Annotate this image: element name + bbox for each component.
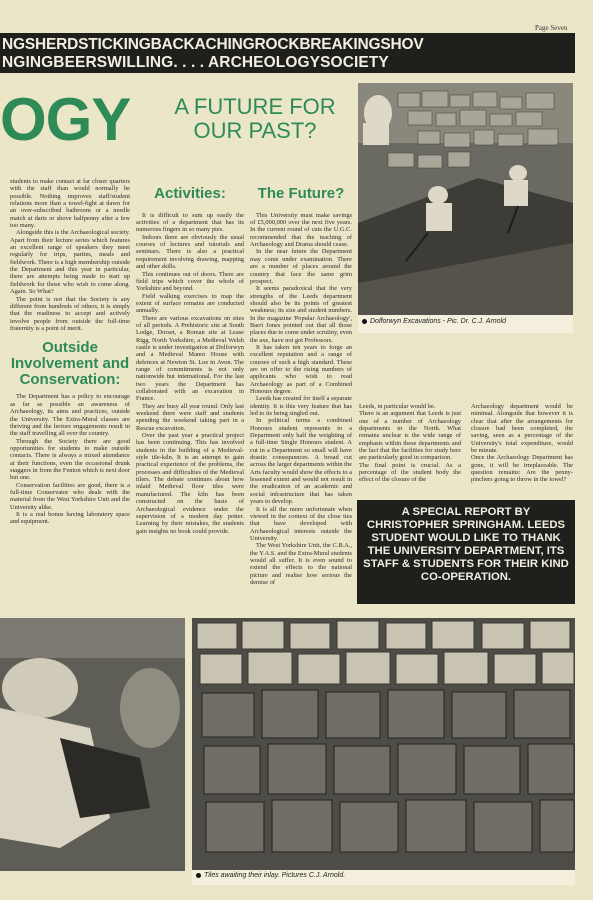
future-column (250, 212, 352, 587)
future-paragraph: It is all the more unfortunate when viewed in the context of the close ties that have developed with Archaeological interests outside the University. (250, 505, 352, 542)
page-number: Page Seven (535, 24, 568, 32)
tiles-caption-text: Tiles awaiting their inlay. Pictures C.J. Arnold. (204, 872, 346, 879)
excavation-caption-text: Dolforwyn Excavations - Pic. Dr. C.J. Arnold (370, 318, 507, 325)
activities-paragraph: They are busy all year round. Only last weekend there were staff and students spending the weekend taking part in a Rescue excavation. (136, 402, 244, 432)
column-four: Leeds, in particular would be. There is an argument that Leeds is just one of a number of Archaeology departments in the North. What remains unclear is the wide range of emphasis within these departments and the fact that the facilities for study here are particularly good in comparison. The final point is crucial. As a percentage of the student body the effect of the closure of the (359, 403, 461, 484)
left-paragraph: The Department has a policy to encourage as far as possible an awareness of Archaeology, its aims and practices, outside the University. The Extra-Mural classes are thriving and the lecture engagements result in the staff travelling all over the country. (10, 393, 130, 438)
activities-paragraph: Indoors there are obviously the usual courses of lectures and tutorials and seminars. There is also a practical requirement involving drawing, mapping and other skills. (136, 233, 244, 271)
kiln-work-illustration (0, 618, 185, 871)
heading-the-future: The Future? (257, 185, 345, 202)
left-paragraph: The point is not that the Society is any different from hundreds of others, it is simply that the readiness to accept and actively involve people from outside the full-time fraternity is a point of merit. (10, 295, 130, 332)
heading-outside-involvement: Outside Involvement and Conservation: (10, 339, 130, 388)
excavation-caption (358, 317, 573, 326)
column-five: Archaeology department would be minimal. Alongside that however it is clear that after the arrangements for closure had been completed, the saving, seen as a percentage of the University's total expenditure, would be minute. Once the Archaeology Department has gone, it will be irreplaceable. The question remains: Are the penny-pinchers going to throw in the towel? (471, 403, 573, 484)
headline-subtitle (160, 95, 350, 143)
subtitle-line-1: A FUTURE FOR (174, 94, 336, 119)
excavation-photo (358, 83, 573, 333)
future-paragraph: Leeds has created for itself a separate identity. It is this very feature that has led to its being singled out. (250, 395, 352, 418)
tiles-illustration (192, 618, 575, 885)
kiln-work-photo (0, 618, 185, 871)
activities-paragraph: There are various excavations on sites of all periods. A Prehistoric site at South Lodge, Dorset, a Roman site at Lease Rigg, North Yorkshire, a Medieval Welsh castle is under investigation at Dolforwyn and a Medieval Manor House with defences at Newton St. Loe in Avon. The range of commitments is not only nationwide but international. For the last two years the Department has collaborated with an excavation in France. (136, 314, 244, 403)
activities-paragraph: Over the past year a practical project has been continuing. This has involved students in the building of a Medieval-style tile-kiln. It is an attempt to gain practical experience of the problems, the processes and difficulties of the Medieval tilers. The debate continues about how inlaid Medieval floor tiles were manufactured. The kiln has been constructed on the basis of Archaeological evidence under the supervision of a modern day potter. Learning by their mistakes, the students gain insights no book could provide. (136, 432, 244, 535)
tiles-caption (192, 871, 575, 880)
subtitle-line-2: OUR PAST? (193, 118, 317, 144)
activities-column (136, 212, 244, 535)
activities-paragraph: This continues out of doors. There are field trips which cover the whole of Yorkshire and beyond. (136, 270, 244, 293)
banner-line-1: NGSHERDSTICKINGBACKACHINGROCKBREAKINGSHOV (2, 36, 424, 53)
future-paragraph: It seems paradoxical that the very strengths of the Leeds department should also be its points of greatest weakness; its size and student numbers. In the magazine 'Popular Archaeology', Barri Jones pointed out that all those places due to come under scrutiny, even the axe, have not got Professors. (250, 285, 352, 344)
future-section (250, 186, 352, 586)
left-paragraph: Alongside this is the Archaeological society. Apart from their lecture series which features an excellent range of speakers they meet regularly for trips, parties, meals and fieldwork. There is a high membership outside the Department and this year in particular, there are attempts being made to start up fieldwork for those who wish to come along. Again. So What? (10, 229, 130, 296)
caption-bullet-icon (362, 319, 367, 324)
heading-activities: Activities: (154, 185, 226, 202)
left-paragraph: It is a real bonus having laboratory space and equipment. (10, 510, 130, 526)
tiles-photo (192, 618, 575, 885)
banner (0, 33, 575, 73)
activities-paragraph: Field walking exercises to map the extent of surface remains are conducted annually. (136, 292, 244, 315)
special-report-box: A SPECIAL REPORT BY CHRISTOPHER SPRINGHAM. LEEDS STUDENT WOULD LIKE TO THANK THE UNIVERSITY DEPARTMENT, ITS STAFF & STUDENTS FOR THEIR KIND CO-OPERATION. (357, 500, 575, 604)
headline-fragment: OGY (0, 86, 131, 153)
caption-bullet-icon (196, 873, 201, 878)
activities-paragraph: It is difficult to sum up easily the activities of a department that has its numerous fingers in so many pies. (136, 211, 244, 234)
left-column (10, 178, 130, 526)
future-paragraph: This University must make savings of £5,000,000 over the next five years. In the current round of cuts the U.G.C. recommended that the teaching of Archaeology and Drama should cease. (250, 211, 352, 249)
future-paragraph: In the near future the Department may come under examination. There are a number of places around the country that face the same grim prospect. (250, 248, 352, 285)
future-paragraph: It has taken ten years to forge an excellent reputation and a range of courses of such a high standard. These are on offer to the rising numbers of applicants who wish to read Archaeology as part of a Combined Honours degree. (250, 343, 352, 395)
future-paragraph: The West Yorkshire Unit, the C.B.A., the Y.A.S. and the Extra-Mural students would all suffer. It is even sound to extend the effects to the national picture and realise how serious the demise of (250, 542, 352, 586)
activities-section (136, 186, 244, 535)
excavation-illustration (358, 83, 573, 333)
future-paragraph: In political terms a combined Honours student represents to a Department only half the weighting of a full-time Single Honours student. A cut in a Department so small will have drastic consequences. A broad cut across the larger departments within the Arts faculty would show the effects to a lessened extent and would not result in the eradication of an academic and social infrastructure that has taken years to develop. (250, 417, 352, 506)
left-paragraph: Through the Society there are good opportunities for students to make outside contacts. There is always a mixed attendance at their functions, even the occasional drunk staggers in from the Fenton which is next door but one. (10, 437, 130, 482)
left-paragraph: Conservation facilities are good, there is a full-time Conservator who deals with the material from the West Yorkshire Unit and the University alike. (10, 481, 130, 511)
banner-line-2: NGINGBEERSWILLING. . . . ARCHEOLOGYSOCIETY (2, 54, 389, 71)
left-paragraph: students to make contact at far closer quarters with the staff than would normally be possible. Nothing improves staff/student relations more than a towel-fight at dawn for an over-subscribed bathroom or a needle match at darts or shove halfpenny after a few too many. (10, 178, 130, 230)
